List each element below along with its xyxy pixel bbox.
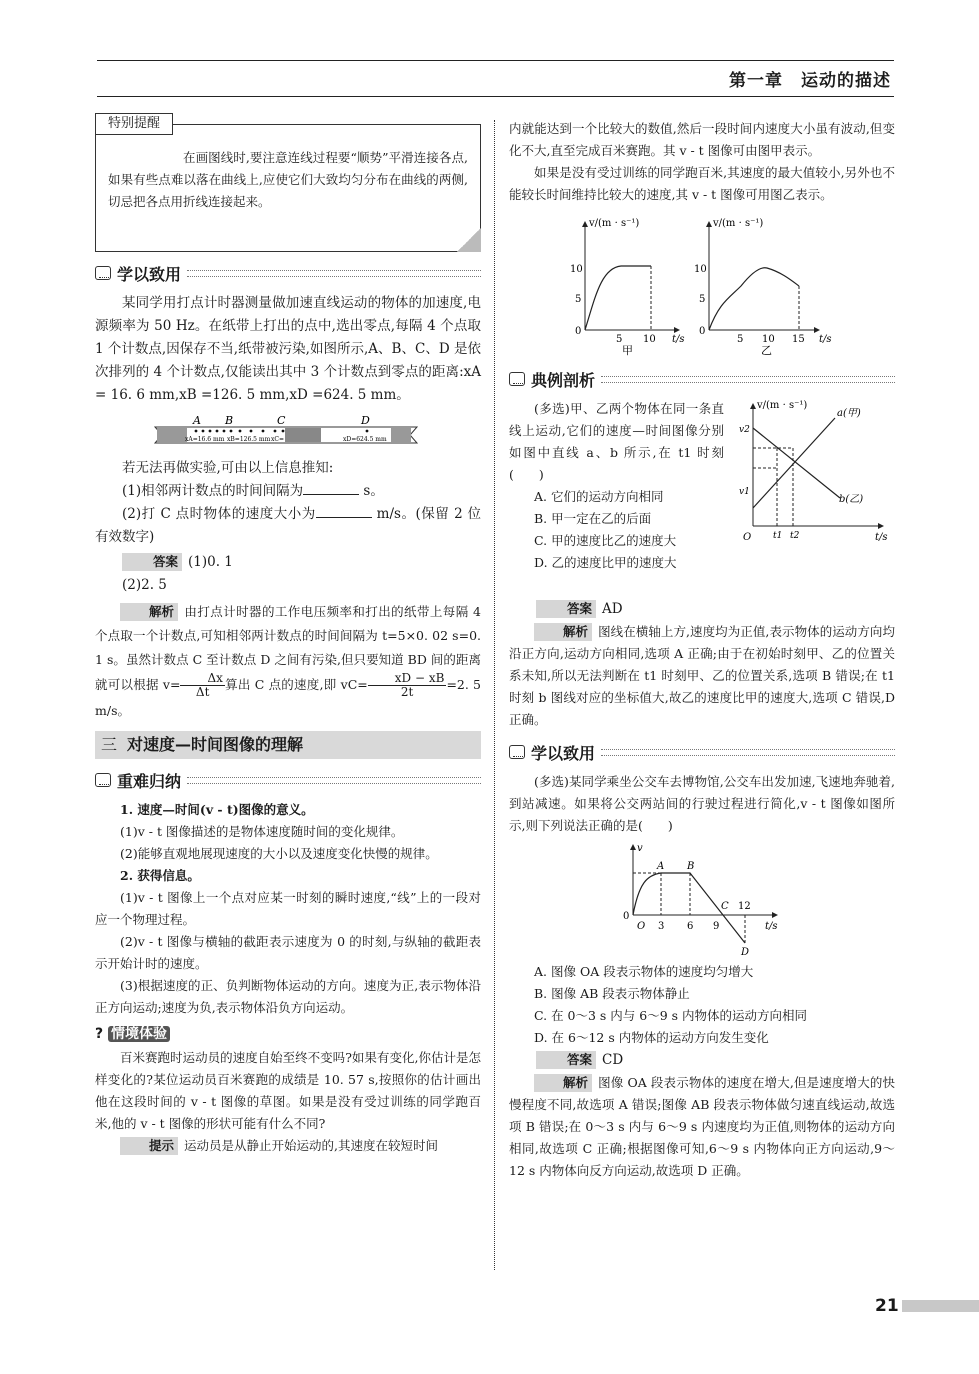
svg-text:5: 5 — [575, 294, 582, 305]
svg-text:v/(m · s⁻¹): v/(m · s⁻¹) — [589, 218, 640, 229]
question-2-text: (多选)某同学乘坐公交车去博物馆,公交车出发加速,飞速地奔驰着,到站减速。如果将公交两站间的行驶过程进行简化,v - t 图像如图所示,则下列说法正确的是( ) — [509, 774, 895, 833]
svg-text:v2: v2 — [739, 425, 750, 435]
svg-text:v: v — [637, 843, 643, 854]
option-b[interactable]: B. 甲一定在乙的后面 — [534, 511, 652, 526]
svg-text:t/s: t/s — [819, 334, 832, 345]
example-text: (多选)甲、乙两个物体在同一条直线上运动,它们的速度—时间图像分别如图中直线 a、b 所示,在 t1 时刻( ) — [509, 401, 724, 482]
svg-text:v/(m · s⁻¹): v/(m · s⁻¹) — [757, 400, 808, 411]
notebook-icon — [95, 266, 111, 280]
kp2-b: (2)v - t 图像与横轴的截距表示速度为 0 的时刻,与纵轴的截距表示开始计时的速度。 — [95, 934, 481, 971]
svg-text:5: 5 — [737, 334, 744, 345]
svg-text:t/s: t/s — [875, 532, 888, 543]
section-key-points: 重难归纳 — [95, 767, 481, 793]
svg-text:0: 0 — [575, 326, 582, 337]
svg-text:10: 10 — [762, 334, 775, 345]
tape-label-c: C — [277, 414, 286, 427]
example-answer: 答案 AD — [509, 598, 895, 621]
option-a[interactable]: A. 它们的运动方向相同 — [534, 489, 664, 504]
svg-text:5: 5 — [699, 294, 706, 305]
tape-label-d: D — [361, 414, 370, 427]
question-1-part1: (1)相邻两计数点的时间间隔为 s。 — [95, 480, 481, 503]
right-column — [509, 118, 895, 1182]
bus-vt-graph — [509, 839, 895, 959]
tape-xa: xA=16.6 mm — [185, 436, 225, 443]
graphs-jia-yi — [509, 208, 895, 358]
svg-text:15: 15 — [792, 334, 805, 345]
q2-analysis: 解析 图像 OA 段表示物体的速度在增大,但是速度增大的快慢程度不同,故选项 A 错误;图像 AB 段表示物体做匀速直线运动,故选项 B 错误;在 0～3 s 内与 6～9 s 内速度均为正值,则物体的运动方向相同,故选项 C 正确;根据图像可知,6～9 s 内物体向正方向运动,9～12 s 内物体向反方向运动,故选项 D 正确。 — [509, 1075, 895, 1178]
header-rule — [97, 96, 894, 97]
kp1-title: 1. 速度—时间(v - t)图像的意义。 — [120, 802, 314, 817]
svg-text:10: 10 — [643, 334, 656, 345]
svg-text:5: 5 — [616, 334, 623, 345]
q2-option-d[interactable]: D. 在 6～12 s 内物体的运动方向发生变化 — [534, 1030, 769, 1045]
svg-text:甲: 甲 — [622, 344, 633, 357]
svg-text:0: 0 — [699, 326, 706, 337]
example-graph — [735, 398, 895, 548]
notebook-icon — [95, 773, 111, 787]
reminder-title: 特别提醒 — [95, 113, 173, 135]
tape-label-b: B — [225, 414, 234, 427]
column-divider — [494, 120, 495, 1270]
q2-option-c[interactable]: C. 在 0～3 s 内与 6～9 s 内物体的运动方向相同 — [534, 1008, 808, 1023]
svg-text:10: 10 — [570, 264, 583, 275]
tape-label-a: A — [193, 414, 201, 427]
kp1-a: (1)v - t 图像描述的是物体速度随时间的变化规律。 — [120, 824, 404, 839]
page-tab-bar — [902, 1300, 979, 1312]
chapter-header: 第一章 运动的描述 — [729, 71, 891, 91]
svg-text:t/s: t/s — [672, 334, 685, 345]
tape-xc: xC= — [271, 436, 285, 443]
fraction-dx-dt: $\frac{\Delta x}{\Delta t}$ — [180, 672, 224, 699]
svg-text:10: 10 — [694, 264, 707, 275]
answer-line-2: (2)2. 5 — [122, 577, 167, 593]
svg-text:O: O — [743, 532, 752, 543]
analysis-1: 解析 由打点计时器的工作电压频率和打出的纸带上每隔 4 个点取一个计数点,可知相邻两计数点的时间间隔为 t=5×0. 02 s=0. 1 s。虽然计数点 C 至计数点 D 之间有污染,但只要知道 BD 间的距离就可以根据 v= $\frac{\Delta x}{\Delta t}$算出 C 点的速度,即 vC= $\frac{xD - xB}{2t}=2$. 5 m/s。 — [95, 604, 481, 718]
q2-option-b[interactable]: B. 图像 AB 段表示物体静止 — [534, 986, 690, 1001]
section-band-3: 三 对速度—时间图像的理解 — [95, 731, 481, 759]
answer-line: 答案 (1)0. 1 — [95, 551, 481, 574]
kp2-title: 2. 获得信息。 — [120, 868, 200, 883]
answer-blank[interactable] — [316, 503, 372, 518]
svg-text:D: D — [741, 947, 750, 958]
svg-text:O: O — [637, 921, 646, 932]
section-example: 典例剖析 — [509, 366, 895, 392]
example-block — [509, 398, 895, 598]
fraction-vc: $\frac{xD - xB}{2t}$ — [368, 672, 447, 699]
analysis-label: 解析 — [120, 603, 178, 621]
svg-text:C: C — [721, 901, 729, 912]
svg-text:v/(m · s⁻¹): v/(m · s⁻¹) — [713, 218, 764, 229]
notebook-icon — [509, 745, 525, 759]
top-rule — [97, 60, 894, 61]
scenario-text: 百米赛跑时运动员的速度自始至终不变吗?如果有变化,你估计是怎样变化的?某位运动员百米赛跑的成绩是 10. 57 s,按照你的估计画出他在这段时间的 v - t 图像的草图。如果是没有受过训练的同学跑百米,他的 v - t 图像的形状可能有什么不同? — [95, 1050, 481, 1131]
example-analysis: 解析 图线在横轴上方,速度均为正值,表示物体的运动方向均沿正方向,运动方向相同,选项 A 正确;由于在初始时刻甲、乙的位置关系未知,所以无法判断在 t1 时刻甲、乙的位置关系,选项 B 错误;在 t1 时刻 b 图线对应的坐标值大,故乙的速度比甲的速度大,选项 C 错误,D 正确。 — [509, 624, 895, 727]
svg-text:t/s: t/s — [765, 921, 778, 932]
hint-continued: 内就能达到一个比较大的数值,然后一段时间内速度大小虽有波动,但变化不大,直至完成百米赛跑。其 v - t 图像可由图甲表示。 — [509, 121, 895, 158]
question-1-text: 某同学用打点计时器测量做加速直线运动的物体的加速度,电源频率为 50 Hz。在纸带上打出的点中,选出零点,每隔 4 个点取 1 个计数点,因保存不当,纸带被污染,如图所示,A、B、C、D 是依次排列的 4 个计数点,仅能读出其中 3 个计数点到零点的距离:xA = 16. 6 mm,xB =126. 5 mm,xD =624. 5 mm。 — [95, 295, 481, 403]
tape-xd: xD=624.5 mm — [343, 436, 387, 443]
page-curl-icon — [457, 228, 481, 252]
svg-text:12: 12 — [738, 901, 751, 912]
special-reminder-box — [95, 116, 481, 252]
svg-text:A: A — [657, 861, 665, 872]
question-1-part2: (2)打 C 点时物体的速度大小为 m/s。(保留 2 位有效数字) — [95, 503, 481, 549]
hint-line: 提示 运动员是从静止开始运动的,其速度在较短时间 — [95, 1135, 481, 1157]
svg-text:t2: t2 — [790, 531, 800, 541]
notebook-icon — [509, 372, 525, 386]
svg-text:9: 9 — [713, 921, 720, 932]
option-c[interactable]: C. 甲的速度比乙的速度大 — [534, 533, 677, 548]
section-apply-1: 学以致用 — [95, 260, 481, 286]
hint-label: 提示 — [120, 1137, 178, 1155]
answer-blank[interactable] — [303, 480, 359, 495]
scenario-heading: ? 情境体验 — [95, 1023, 481, 1043]
reminder-text: 在画图线时,要注意连线过程要“顺势”平滑连接各点,如果有些点难以落在曲线上,应使它们大致均匀分布在曲线的两侧,切忌把各点用折线连接起来。 — [108, 150, 468, 209]
answer-label: 答案 — [122, 553, 182, 571]
svg-text:t1: t1 — [773, 531, 783, 541]
question-1-ask: 若无法再做实验,可由以上信息推知: — [122, 460, 334, 476]
kp2-a: (1)v - t 图像上一个点对应某一时刻的瞬时速度,“线”上的一段对应一个物理过程。 — [95, 890, 481, 927]
svg-text:v1: v1 — [739, 487, 750, 497]
page-number: 21 — [875, 1296, 899, 1316]
q2-option-a[interactable]: A. 图像 OA 段表示物体的速度均匀增大 — [534, 964, 754, 979]
kp1-b: (2)能够直观地展现速度的大小以及速度变化快慢的规律。 — [120, 846, 438, 861]
svg-text:乙: 乙 — [761, 344, 772, 357]
option-d[interactable]: D. 乙的速度比甲的速度大 — [534, 555, 677, 570]
svg-text:0: 0 — [623, 911, 630, 922]
svg-text:b(乙): b(乙) — [839, 494, 864, 505]
svg-text:B: B — [687, 861, 695, 872]
left-column — [95, 118, 481, 1157]
tape-xb: xB=126.5 mm — [227, 436, 271, 443]
kp2-c: (3)根据速度的正、负判断物体运动的方向。速度为正,表示物体沿正方向运动;速度为负,表示物体沿负方向运动。 — [95, 978, 481, 1015]
section-apply-2: 学以致用 — [509, 739, 895, 765]
svg-text:3: 3 — [658, 921, 665, 932]
svg-text:6: 6 — [687, 921, 694, 932]
svg-text:a(甲): a(甲) — [837, 408, 861, 419]
paper-tape-figure — [95, 413, 481, 453]
hint-continued-2: 如果是没有受过训练的同学跑百米,其速度的最大值较小,另外也不能较长时间维持比较大的速度,其 v - t 图像可用图乙表示。 — [509, 165, 895, 202]
q2-answer: 答案 CD — [509, 1049, 895, 1072]
